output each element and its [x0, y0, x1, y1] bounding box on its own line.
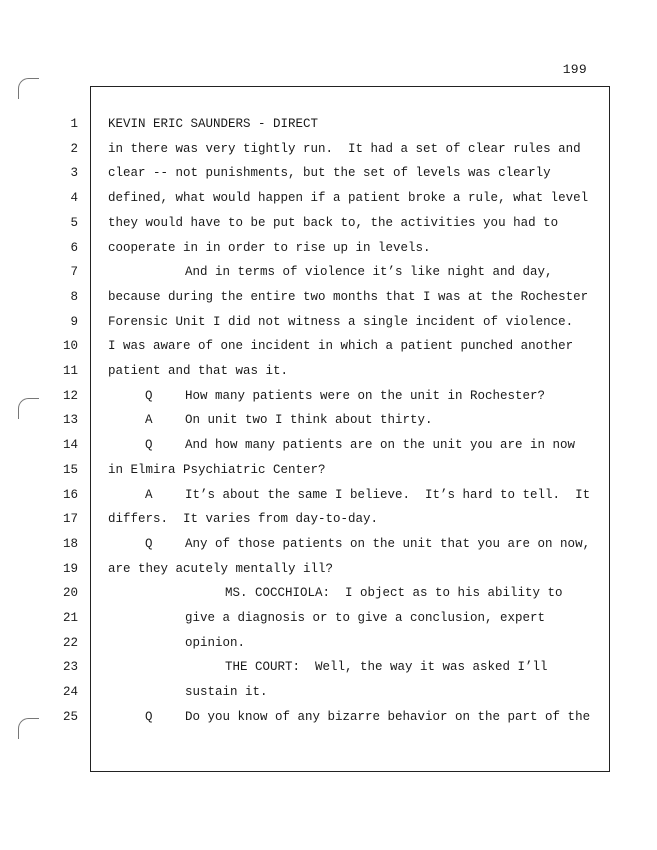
line-text: in Elmira Psychiatric Center?: [108, 462, 326, 477]
line-number: 20: [62, 586, 78, 601]
line-number: 13: [62, 413, 78, 428]
line-text: opinion.: [185, 635, 246, 650]
line-number: 11: [62, 364, 78, 378]
transcript-line: [0, 339, 657, 363]
transcript-line: [0, 463, 657, 487]
line-number: 17: [62, 512, 78, 527]
line-text: KEVIN ERIC SAUNDERS - DIRECT: [108, 117, 319, 131]
transcript-line: [0, 636, 657, 660]
line-text: MS. COCCHIOLA: I object as to his ability to: [225, 586, 563, 601]
transcript-line: [0, 562, 657, 586]
transcript-line: [0, 586, 657, 610]
line-text: differs. It varies from day-to-day.: [108, 512, 379, 527]
line-number: 21: [62, 611, 78, 625]
speaker-marker: Q: [145, 709, 153, 724]
line-number: 15: [62, 462, 78, 477]
transcript-line: [0, 685, 657, 709]
line-text: defined, what would happen if a patient broke a rule, what level: [108, 191, 589, 206]
speaker-marker: Q: [145, 388, 153, 403]
page-number: 199: [562, 62, 587, 77]
line-text: give a diagnosis or to give a conclusion, expert: [185, 611, 546, 625]
line-number: 14: [62, 438, 78, 453]
line-number: 8: [70, 289, 78, 304]
speaker-marker: Q: [145, 438, 153, 453]
line-number: 2: [70, 141, 78, 156]
line-text: sustain it.: [185, 685, 268, 700]
line-text: On unit two I think about thirty.: [185, 413, 433, 428]
line-number: 9: [70, 314, 78, 329]
binder-hole-mark: [18, 78, 39, 99]
transcript-line: [0, 512, 657, 536]
line-text: And how many patients are on the unit you are in now: [185, 438, 576, 453]
transcript-line: [0, 488, 657, 512]
line-text: Any of those patients on the unit that you are on now,: [185, 536, 591, 551]
transcript-line: [0, 191, 657, 215]
line-number: 10: [62, 339, 78, 354]
transcript-line: [0, 216, 657, 240]
line-text: they would have to be put back to, the activities you had to: [108, 215, 559, 230]
speaker-marker: Q: [145, 536, 153, 551]
transcript-line: [0, 290, 657, 314]
line-text: are they acutely mentally ill?: [108, 561, 334, 576]
transcript-line: [0, 364, 657, 388]
line-number: 12: [62, 388, 78, 403]
line-number: 19: [62, 561, 78, 576]
line-text: clear -- not punishments, but the set of levels was clearly: [108, 166, 551, 181]
transcript-line: [0, 438, 657, 462]
line-number: 23: [62, 660, 78, 675]
line-text: patient and that was it.: [108, 364, 289, 378]
line-text: It’s about the same I believe. It’s hard to tell. It: [185, 487, 591, 502]
transcript-line: [0, 166, 657, 190]
line-text: And in terms of violence it’s like night and day,: [185, 265, 553, 280]
speaker-marker: A: [145, 487, 153, 502]
line-text: How many patients were on the unit in Rochester?: [185, 388, 546, 403]
line-text: I was aware of one incident in which a patient punched another: [108, 339, 574, 354]
line-text: cooperate in in order to rise up in levels.: [108, 240, 431, 255]
line-text: Do you know of any bizarre behavior on the part of the: [185, 709, 591, 724]
line-number: 3: [70, 166, 78, 181]
transcript-line: [0, 611, 657, 635]
line-number: 6: [70, 240, 78, 255]
line-number: 24: [62, 685, 78, 700]
transcript-line: [0, 710, 657, 734]
line-number: 18: [62, 536, 78, 551]
line-number: 7: [70, 265, 78, 280]
transcript-line: [0, 315, 657, 339]
line-number: 5: [70, 215, 78, 230]
transcript-line: [0, 241, 657, 265]
line-text: because during the entire two months that I was at the Rochester: [108, 289, 589, 304]
line-text: Forensic Unit I did not witness a single incident of violence.: [108, 314, 574, 329]
transcript-line: [0, 413, 657, 437]
transcript-line: [0, 389, 657, 413]
line-number: 25: [62, 709, 78, 724]
transcript-line: [0, 265, 657, 289]
transcript-line: [0, 117, 657, 141]
line-text: in there was very tightly run. It had a set of clear rules and: [108, 141, 581, 156]
line-text: THE COURT: Well, the way it was asked I’ll: [225, 660, 548, 675]
transcript-line: [0, 537, 657, 561]
line-number: 22: [62, 635, 78, 650]
transcript-line: [0, 660, 657, 684]
line-number: 4: [70, 191, 78, 206]
line-number: 1: [70, 117, 78, 131]
speaker-marker: A: [145, 413, 153, 428]
transcript-line: [0, 142, 657, 166]
line-number: 16: [62, 487, 78, 502]
